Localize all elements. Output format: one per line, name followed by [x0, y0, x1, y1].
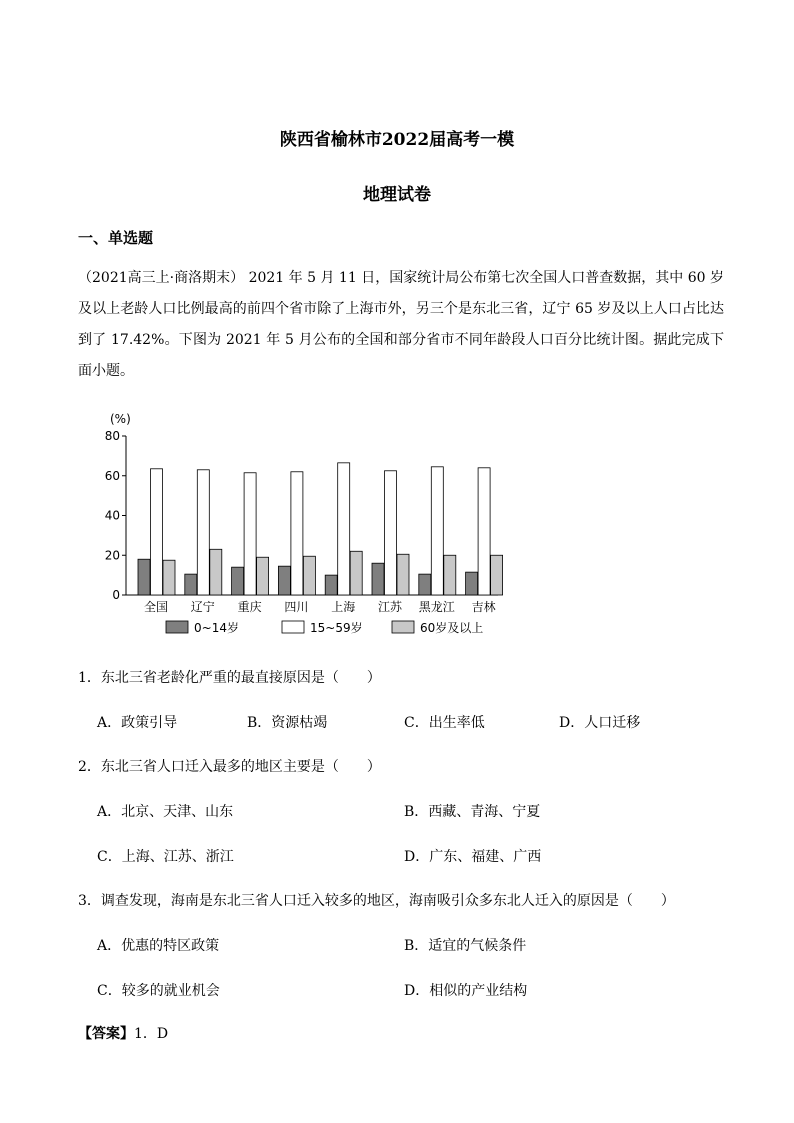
q3-option-c: C．较多的就业机会 [97, 983, 220, 999]
question-3-stem: 3．调查发现，海南是东北三省人口迁入较多的地区，海南吸引众多东北人迁入的原因是（ ） [78, 893, 675, 909]
x-tick-label: 上海 [331, 600, 356, 614]
q1-option-a: A．政策引导 [97, 715, 178, 731]
question-1-stem: 1．东北三省老龄化严重的最直接原因是（ ） [78, 670, 381, 686]
bar-2-1 [244, 473, 256, 595]
q2-option-c: C．上海、江苏、浙江 [97, 849, 234, 865]
legend-swatch [392, 621, 414, 633]
bar-7-1 [478, 468, 490, 595]
q1-option-c: C．出生率低 [404, 715, 485, 731]
bar-4-2 [350, 551, 362, 595]
x-tick-label: 辽宁 [190, 600, 215, 614]
bar-5-2 [397, 554, 409, 595]
bar-0-1 [151, 469, 163, 595]
bar-0-2 [163, 560, 175, 595]
page-subtitle: 地理试卷 [363, 185, 431, 205]
legend-swatch [282, 621, 304, 633]
bar-6-1 [431, 467, 443, 595]
bar-0-0 [138, 559, 150, 595]
q1-option-d: D．人口迁移 [559, 715, 641, 731]
bar-2-2 [257, 557, 269, 595]
bar-1-0 [185, 574, 197, 595]
q2-option-d: D．广东、福建、广西 [404, 849, 542, 865]
bar-6-2 [444, 555, 456, 595]
q3-option-a: A．优惠的特区政策 [97, 938, 220, 954]
q3-option-d: D．相似的产业结构 [404, 983, 528, 999]
question-2-stem: 2．东北三省人口迁入最多的地区主要是（ ） [78, 759, 381, 775]
bar-4-1 [338, 463, 350, 595]
legend-label: 0~14岁 [194, 621, 239, 635]
bar-3-1 [291, 472, 303, 595]
intro-paragraph: （2021高三上·商洛期末） 2021 年 5 月 11 日，国家统计局公布第七次全国人口普查数据，其中 60 岁及以上老龄人口比例最高的前四个省市除了上海市外，另三个是东北三省，辽宁 65 岁及以上人口占比达到了 17.42%。下图为 2021 年 5 月公布的全国和部分省市不同年龄段人口百分比统计图。据此完成下面小题。 [78, 270, 724, 379]
bar-4-0 [325, 575, 337, 595]
legend-label: 60岁及以上 [420, 621, 484, 635]
bar-7-2 [491, 555, 503, 595]
y-tick-label: 0 [112, 588, 120, 602]
population-age-chart [90, 403, 510, 643]
x-tick-label: 重庆 [237, 600, 262, 614]
bar-5-0 [372, 563, 384, 595]
q2-option-a: A．北京、天津、山东 [97, 804, 234, 820]
bar-7-0 [466, 572, 478, 595]
bar-6-0 [419, 574, 431, 595]
answer-label: 【答案】 [78, 1026, 134, 1042]
bar-5-1 [385, 471, 397, 595]
y-tick-label: 40 [104, 508, 120, 523]
y-tick-label: 80 [104, 429, 120, 443]
page-title: 陕西省榆林市2022届高考一模 [279, 130, 515, 150]
y-tick-label: 20 [104, 548, 120, 563]
bar-3-2 [303, 556, 315, 595]
answer-text: 1．D [134, 1026, 169, 1042]
x-tick-label: 四川 [284, 600, 309, 614]
y-axis-unit: (%) [110, 412, 131, 426]
bar-2-0 [232, 567, 244, 595]
bar-3-0 [278, 566, 290, 595]
y-tick-label: 60 [104, 468, 120, 483]
q3-option-b: B．适宜的气候条件 [404, 938, 527, 954]
answer-line [78, 1023, 168, 1043]
q2-option-b: B．西藏、青海、宁夏 [404, 804, 541, 820]
x-tick-label: 江苏 [377, 600, 403, 614]
x-tick-label: 全国 [143, 600, 169, 614]
bar-1-1 [197, 470, 209, 595]
x-tick-label: 黑龙江 [418, 600, 455, 614]
legend-label: 15~59岁 [310, 621, 363, 635]
section-heading: 一、单选题 [78, 229, 154, 247]
bar-1-2 [210, 549, 222, 595]
x-tick-label: 吉林 [471, 600, 496, 614]
q1-option-b: B．资源枯竭 [247, 715, 328, 731]
legend-swatch [166, 621, 188, 633]
